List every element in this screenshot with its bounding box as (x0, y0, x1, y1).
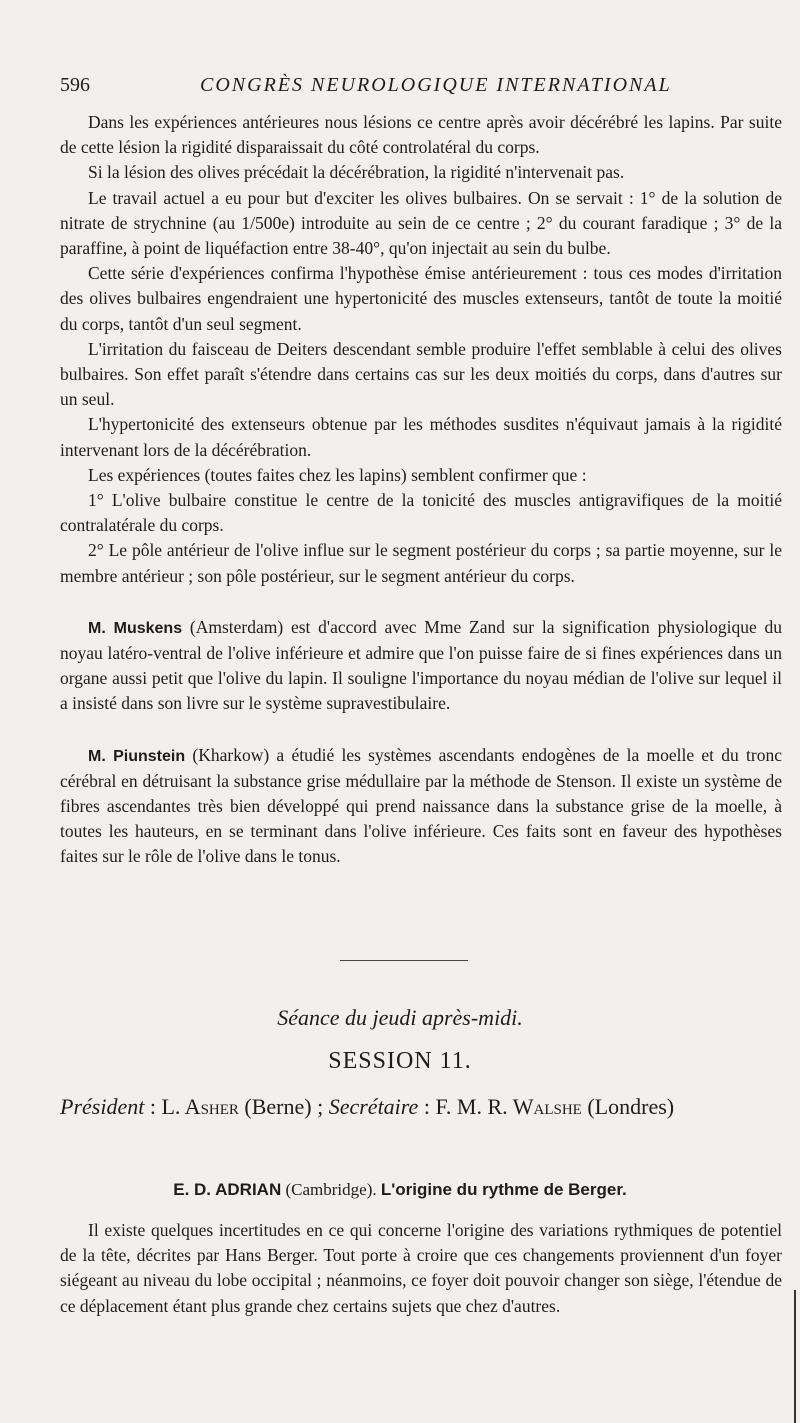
scan-edge (794, 1290, 796, 1423)
paragraph: Si la lésion des olives précédait la décérébration, la rigidité n'intervenait pas. (88, 162, 625, 183)
paragraph: L'irritation du faisceau de Deiters descendant semble produire l'effet semblable à celui des olives bulbaires. Son effet paraît s'étendre dans certains cas sur les deux moitiés du corps, dans d'autres sur un seul. (60, 338, 782, 410)
page-header (60, 74, 760, 100)
body-text (60, 110, 782, 870)
paragraph: L'hypertonicité des extenseurs obtenue par les méthodes susdites n'équivaut jamais à la rigidité intervenant lors de la décérébration. (60, 414, 782, 460)
secretary-label: Secrétaire (328, 1094, 419, 1119)
page-number: 596 (60, 74, 90, 96)
president-label: Président (60, 1094, 145, 1119)
speaker-name: M. Muskens (88, 619, 183, 637)
secretary-name: F. M. R. Walshe (435, 1094, 582, 1119)
president-city: (Berne) ; (244, 1094, 324, 1119)
session-officers: Président : L. Asher (Berne) ; Secrétaire : F. M. R. Walshe (Londres) (60, 1094, 675, 1119)
paragraph: Il existe quelques incertitudes en ce qui concerne l'origine des variations rythmiques de potentiel de la tête, décrites par Hans Berger. Tout porte à croire que ces changements proviennent d'un foyer siégeant au niveau du lobe occipital ; néanmoins, ce foyer doit pouvoir changer son siège, l'étendue de ce déplacement étant plus grande chez certains sujets que chez d'autres. (60, 1220, 782, 1316)
speaker-name: M. Piunstein (88, 747, 186, 765)
paragraph: Les expériences (toutes faites chez les lapins) semblent confirmer que : (88, 464, 587, 485)
paragraph: 2° Le pôle antérieur de l'olive influe sur le segment postérieur du corps ; sa partie moyenne, sur le membre antérieur ; son pôle postérieur, sur le segment antérieur du corps. (60, 540, 782, 586)
piunstein-paragraph (60, 743, 782, 870)
president-name: L. Asher (161, 1094, 239, 1119)
paragraph: Cette série d'expériences confirma l'hypothèse émise antérieurement : tous ces modes d'irritation des olives bulbaires engendraient une hypertonicité des muscles extenseurs, tantôt de toute la moitié du corps, tantôt d'un seul segment. (60, 263, 782, 334)
paper-affiliation: (Cambridge). (285, 1180, 377, 1199)
session-heading: SESSION 11. (328, 1048, 472, 1074)
muskens-paragraph (60, 615, 782, 717)
paper-heading (0, 1180, 800, 1200)
paragraph: Le travail actuel a eu pour but d'exciter les olives bulbaires. On se servait : 1° de la solution de nitrate de strychnine (au 1/500e) introduite au sein de ce centre ; 2° du courant faradique ; 3° de la paraffine, à point de liquéfaction entre 38-40°, qu'on injectait au sein du bulbe. (60, 187, 782, 259)
running-title: CONGRÈS NEUROLOGIQUE INTERNATIONAL (200, 74, 672, 96)
paper-title: L'origine du rythme de Berger. (380, 1180, 627, 1199)
section-divider (340, 960, 468, 961)
speaker-text: (Kharkow) a étudié les systèmes ascendants endogènes de la moelle et du tronc cérébral en détruisant la substance grise médullaire par la méthode de Stenson. Il existe un système de fibres ascendantes très bien développé qui prend naissance dans la substance grise de la moelle, à toutes les hauteurs, en se terminant dans l'olive inférieure. Ces faits sont en faveur des hypothèses faites sur le rôle de l'olive dans le tonus. (60, 744, 783, 867)
speaker-text: (Amsterdam) est d'accord avec Mme Zand sur la signification physiologique du noyau latéro-ventral de l'olive inférieure et admire que l'on puisse faire de si fines expériences dans un organe aussi petit que l'olive du lapin. Il souligne l'importance du noyau médian de l'olive sur lequel il a insisté dans son livre sur le système supravestibulaire. (60, 616, 783, 714)
paper-author: E. D. ADRIAN (173, 1180, 282, 1199)
paragraph: 1° L'olive bulbaire constitue le centre de la tonicité des muscles antigravifiques de la moitié contralatérale du corps. (60, 490, 782, 536)
seance-heading: Séance du jeudi après-midi. (277, 1005, 523, 1030)
secretary-city: (Londres) (587, 1094, 675, 1119)
paper-body (60, 1218, 782, 1319)
paragraph: Dans les expériences antérieures nous lésions ce centre après avoir décérébré les lapins. Par suite de cette lésion la rigidité disparaissait du côté controlatéral du corps. (60, 112, 782, 158)
